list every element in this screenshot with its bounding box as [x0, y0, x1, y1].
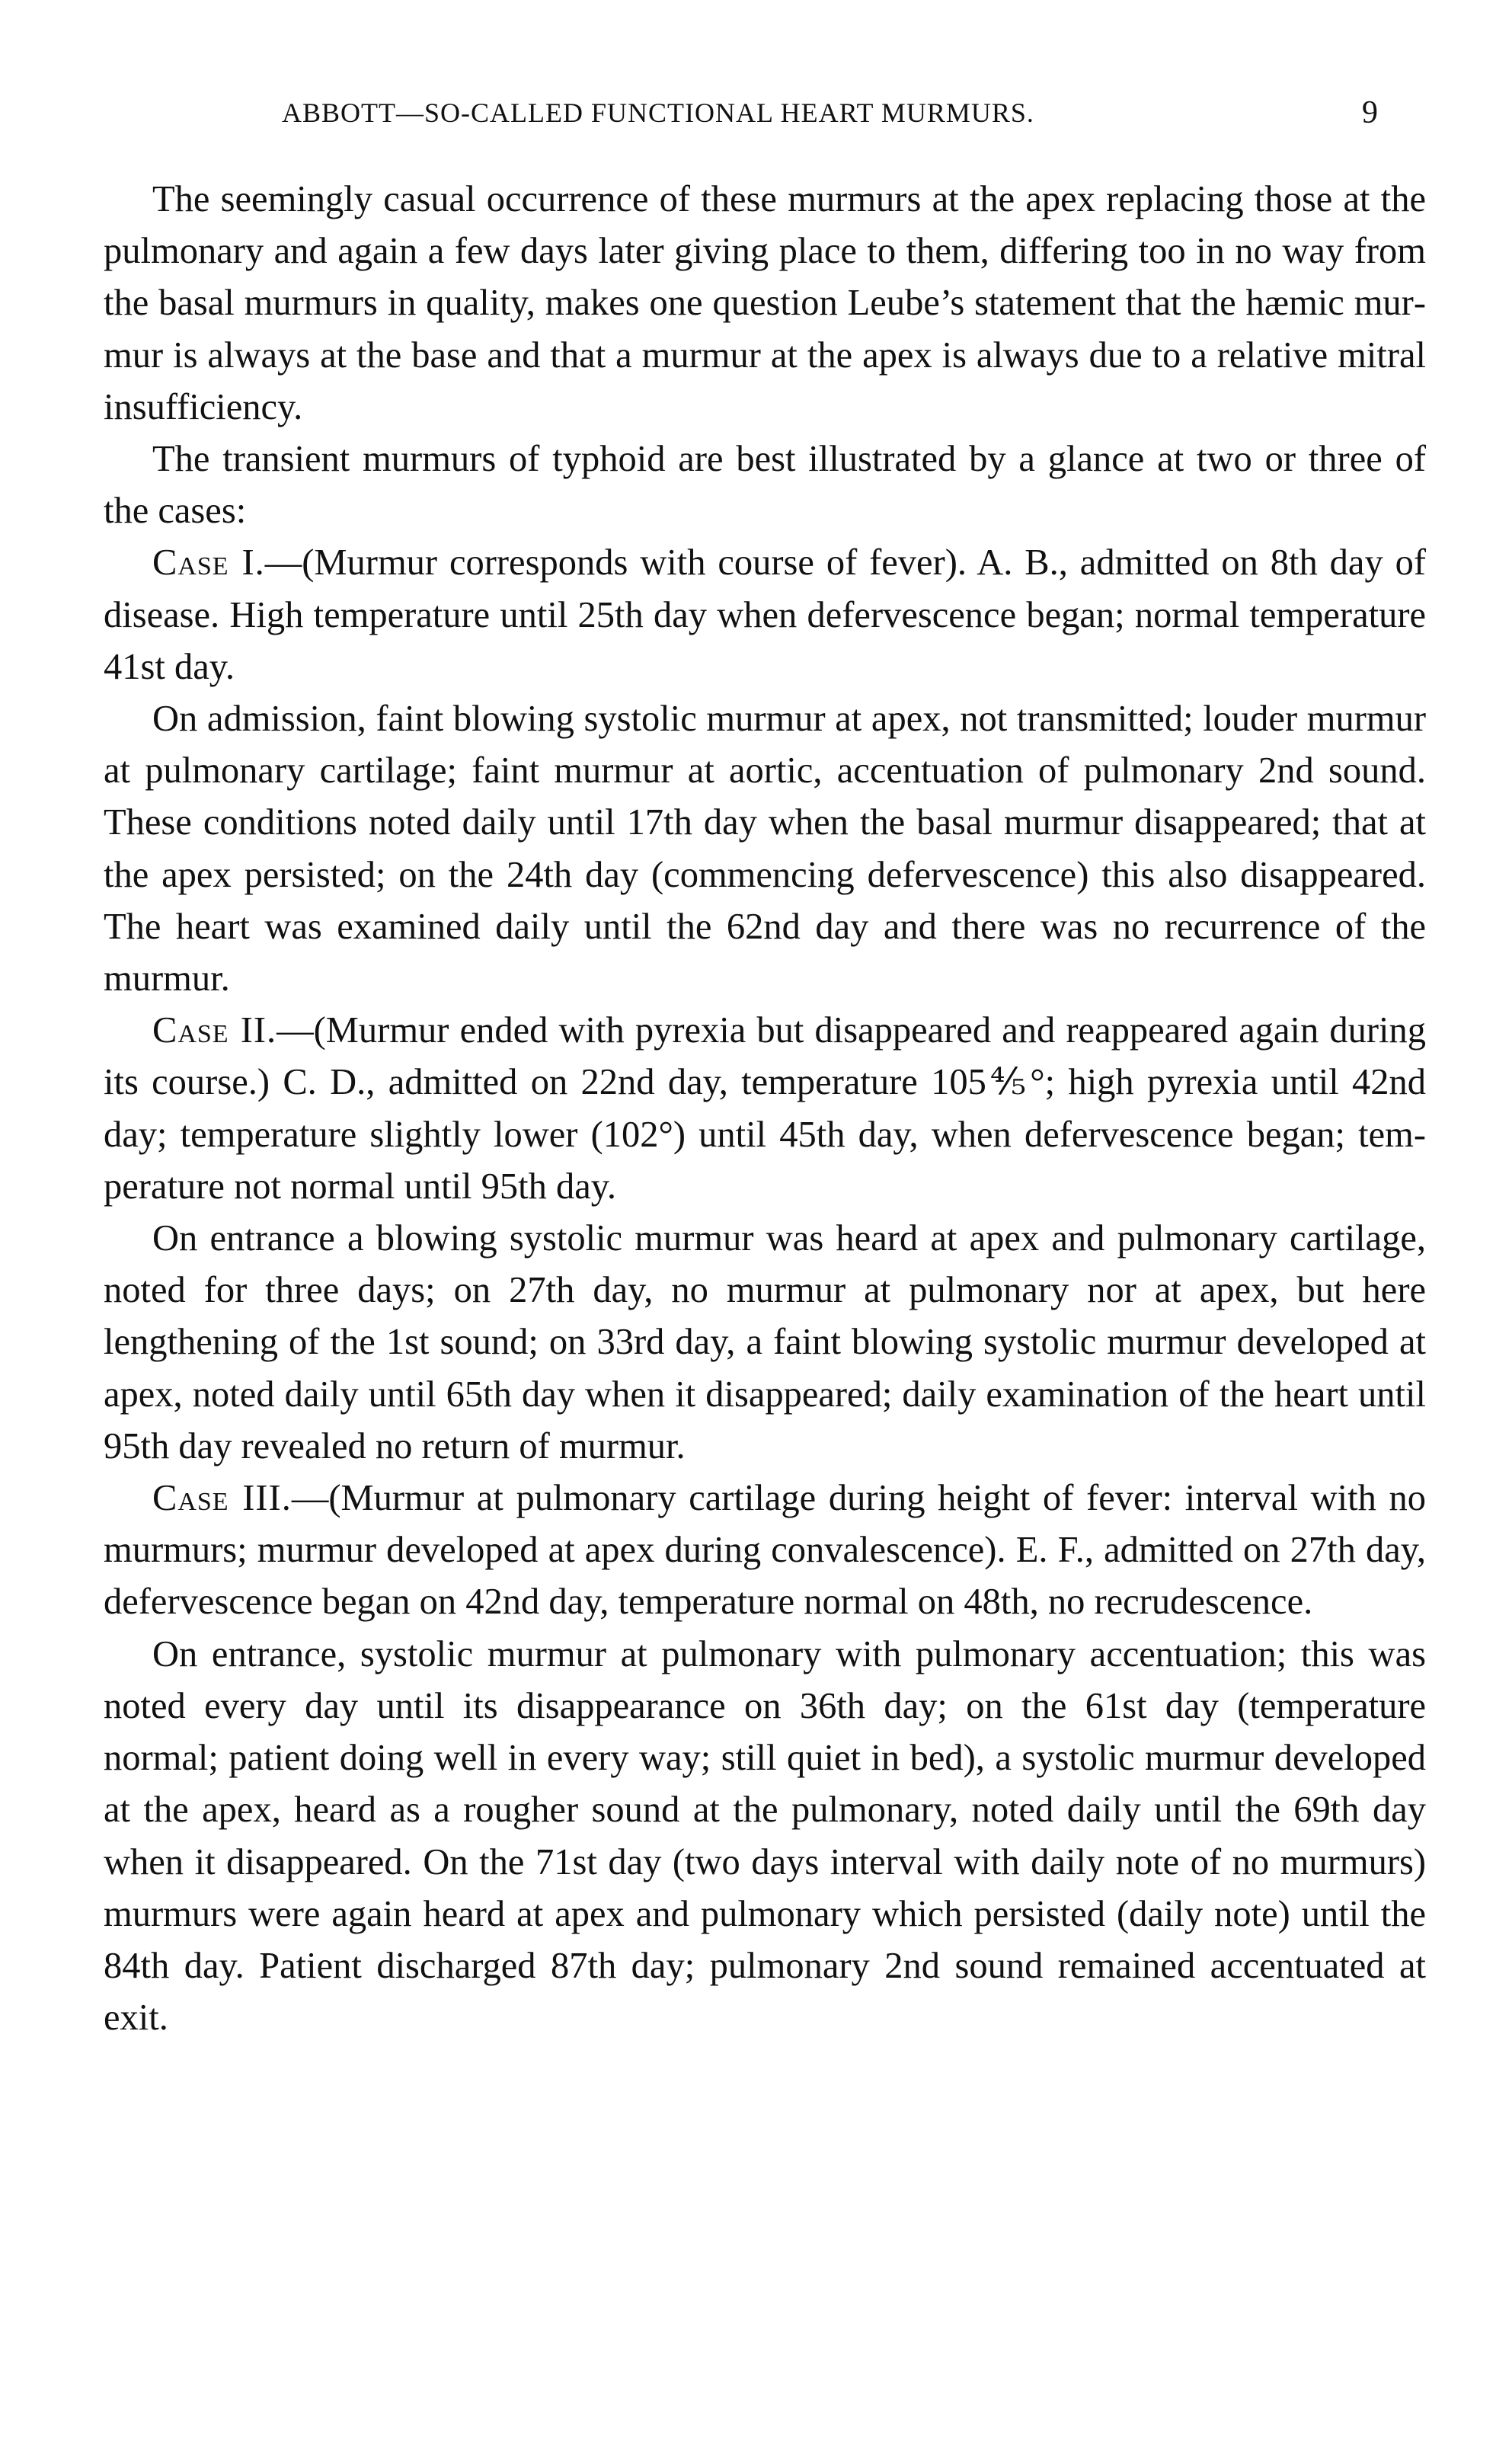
running-header: [282, 90, 1379, 136]
case-label: Case II.: [152, 1010, 277, 1051]
case-label: Case I.: [152, 542, 265, 584]
case-paragraph: [104, 1005, 1426, 1213]
paragraph-text: On admission, faint blowing systolic murmur at apex, not transmitted; louder murmur at pulmonary cartilage; faint murmur at aortic, accentuation of pulmonary 2nd sound. These conditions noted daily until 17th day when the basal murmur disappeared; that at the apex persisted; on the 24th day (commencing defervescence) this also disappeared. The heart was examined daily until the 62nd day and there was no recurrence of the murmur.: [104, 699, 1426, 1000]
paragraph: [104, 1213, 1426, 1473]
case-paragraph: [104, 537, 1426, 693]
paragraph-text: On entrance a blowing systolic murmur was heard at apex and pulmonary cartilage, noted for three days; on 27th day, no murmur at pulmonary nor at apex, but here lengthening of the 1st sound; on 33rd day, a faint blowing systolic murmur developed at apex, noted daily until 65th day when it disappeared; daily examination of the heart until 95th day revealed no return of murmur.: [104, 1218, 1426, 1466]
paragraph-text: —(Murmur corresponds with course of fever). A. B., admitted on 8th day of disease. High temperature until 25th day when defervescence began; normal temperature 41st day.: [104, 542, 1427, 687]
paragraph: [104, 433, 1426, 537]
paragraph: [104, 1629, 1426, 2045]
case-label: Case III.: [152, 1478, 292, 1519]
case-paragraph: [104, 1473, 1426, 1629]
page-number: 9: [1362, 95, 1379, 130]
paragraph-text: The seemingly casual occurrence of these murmurs at the apex replacing those at the pulmonary and again a few days later giving place to them, differing too in no way from the basal murmurs in quality, makes one question Leube’s statement that the hæmic murmur is always at the base and that a murmur at the apex is always due to a relative mitral insufficiency.: [104, 179, 1426, 427]
running-title: ABBOTT—SO-CALLED FUNCTIONAL HEART MURMURS.: [282, 98, 1034, 128]
body-text: [104, 174, 1426, 2044]
paragraph: [104, 693, 1426, 1005]
paragraph-text: On entrance, systolic murmur at pulmonary with pulmonary accentuation; this was noted every day until its disappearance on 36th day; on the 61st day (temperature normal; patient doing well in every way; still quiet in bed), a systolic murmur developed at the apex, heard as a rougher sound at the pulmonary, noted daily until the 69th day when it disappeared. On the 71st day (two days interval with daily note of no murmurs) murmurs were again heard at apex and pulmonary which persisted (daily note) until the 84th day. Patient discharged 87th day; pulmonary 2nd sound remained accentuated at exit.: [104, 1633, 1426, 2039]
paragraph: [104, 174, 1426, 433]
paragraph-text: —(Murmur ended with pyrexia but disappeared and reappeared again during its course.) C. D., admitted on 22nd day, temperature 105⅘°; high pyrexia until 42nd day; temperature slightly lower (102°) until 45th day, when defervescence began; temperature not normal until 95th day.: [104, 1010, 1426, 1207]
paragraph-text: —(Murmur at pulmonary cartilage during height of fever: interval with no murmurs; murmur developed at apex during convalescence). E. F., admitted on 27th day, defervescence began on 42nd day, temperature normal on 48th, no recrudescence.: [104, 1478, 1426, 1623]
paragraph-text: The transient murmurs of typhoid are best illustrated by a glance at two or three of the cases:: [104, 439, 1426, 532]
